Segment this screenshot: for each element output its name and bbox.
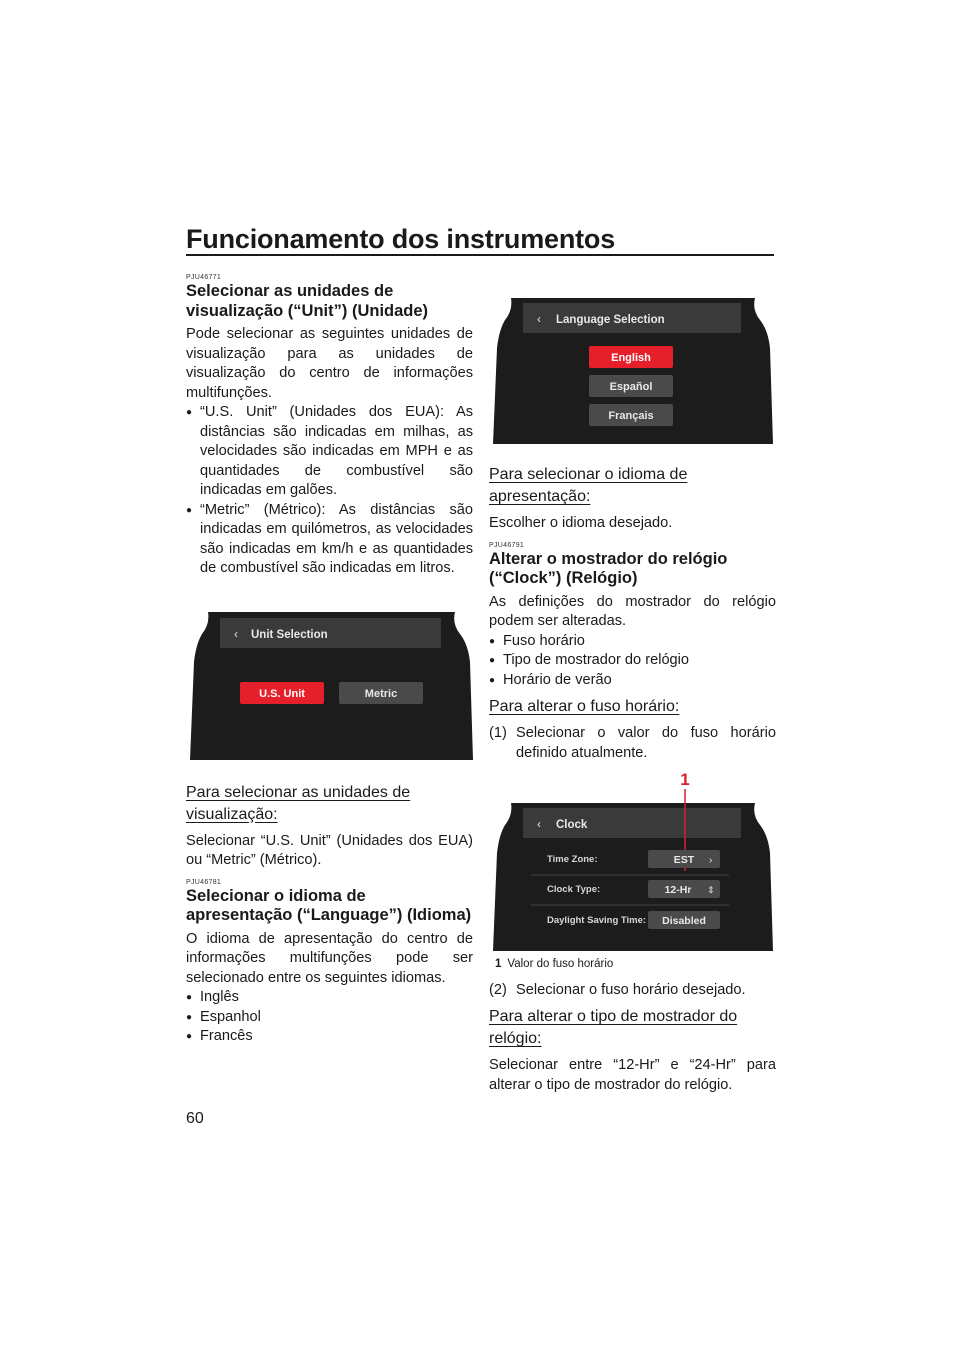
list-item: ● Inglês	[186, 988, 473, 1008]
row-value: EST	[673, 854, 695, 866]
section-intro: Pode selecionar as seguintes unidades de visualização para as unidades de visualização do centro de informações multifunções.	[186, 326, 473, 401]
left-column	[186, 274, 473, 1047]
unit-selection-screen	[190, 612, 473, 760]
step-1: (1) Selecionar o valor do fuso horário definido atualmente.	[489, 725, 776, 761]
back-chevron-icon[interactable]: ‹	[537, 312, 541, 326]
sub-heading: Para selecionar o idioma de apresentação:	[489, 466, 688, 505]
option-label: Metric	[364, 687, 398, 700]
sub-text: Selecionar “U.S. Unit” (Unidades dos EUA) ou “Metric” (Métrico).	[186, 832, 473, 868]
list-item: ● Fuso horário	[489, 632, 776, 652]
screen-title: Clock	[556, 819, 588, 831]
bullet-icon: ●	[186, 407, 193, 418]
bullet-icon: ●	[186, 1031, 193, 1042]
bullet-list	[186, 403, 473, 579]
bullet-icon: ●	[186, 504, 193, 516]
option-label: Français	[608, 410, 654, 422]
section-heading: Alterar o mostrador do relógio (“Clock”) (Relógio)	[489, 549, 728, 587]
bullet-icon: ●	[186, 992, 193, 1003]
row-label: Time Zone:	[547, 854, 598, 865]
sub-text: Selecionar entre “12-Hr” e “24-Hr” para alterar o tipo de mostrador do relógio.	[489, 1057, 776, 1093]
section-intro: As definições do mostrador do relógio podem ser alteradas.	[489, 593, 776, 629]
section-intro: O idioma de apresentação do centro de informações multifunções pode ser selecionado entre os seguintes idiomas.	[186, 930, 473, 986]
row-label: Clock Type:	[547, 884, 601, 895]
sub-heading: Para selecionar as unidades de visualização:	[186, 783, 411, 823]
title-rule	[186, 254, 774, 256]
sub-heading: Para alterar o fuso horário:	[489, 698, 680, 715]
list-item: ● “Metric” (Métrico): As distâncias são indicadas em quilómetros, as velocidades são indicadas em km/h e as quantidades de combustível são indicadas em litros.	[186, 501, 473, 576]
step-2: (2) Selecionar o fuso horário desejado.	[489, 981, 746, 998]
sub-text: Escolher o idioma desejado.	[489, 515, 673, 531]
clock-screen	[493, 771, 776, 951]
language-selection-screen	[493, 298, 776, 444]
right-column	[489, 298, 776, 1095]
bullet-list	[186, 988, 473, 1047]
section-code: PJU46781	[186, 878, 222, 886]
row-label: Daylight Saving Time:	[547, 915, 647, 926]
bullet-icon: ●	[489, 674, 496, 686]
callout-legend: 1 Valor do fuso horário	[495, 958, 614, 970]
row-value: Disabled	[662, 915, 706, 927]
option-label: English	[611, 352, 651, 364]
bullet-list	[489, 632, 776, 691]
chevron-right-icon: ›	[709, 855, 713, 866]
screen-title: Unit Selection	[251, 628, 328, 641]
callout-number: 1	[680, 771, 690, 789]
list-item: ● “U.S. Unit” (Unidades dos EUA): As distâncias são indicadas em milhas, as velocidades são indicadas em MPH e as quantidades de combustível são indicadas em galões.	[186, 404, 473, 498]
up-down-icon: ⇕	[707, 885, 715, 895]
back-chevron-icon[interactable]: ‹	[537, 817, 541, 831]
bullet-icon: ●	[489, 655, 496, 666]
section-code: PJU46771	[186, 274, 222, 281]
page-title: Funcionamento dos instrumentos	[186, 224, 616, 254]
row-value: 12-Hr	[664, 884, 692, 896]
list-item: ● Tipo de mostrador do relógio	[489, 651, 776, 671]
sub-heading: Para alterar o tipo de mostrador do relógio:	[489, 1008, 738, 1047]
list-item: ● Francês	[186, 1027, 473, 1047]
screen-title: Language Selection	[556, 314, 665, 326]
back-chevron-icon[interactable]: ‹	[234, 626, 238, 641]
option-label: Español	[609, 381, 653, 393]
section-heading: Selecionar as unidades de visualização (“Unit”) (Unidade)	[186, 282, 429, 320]
section-code: PJU46791	[489, 541, 525, 549]
section-heading: Selecionar o idioma de apresentação (“Language”) (Idioma)	[186, 886, 472, 924]
bullet-icon: ●	[489, 635, 496, 647]
list-item: ● Horário de verão	[489, 671, 776, 691]
page-number: 60	[186, 1110, 204, 1127]
list-item: ● Espanhol	[186, 1008, 473, 1028]
option-label: U.S. Unit	[259, 687, 305, 700]
bullet-icon: ●	[186, 1011, 193, 1023]
